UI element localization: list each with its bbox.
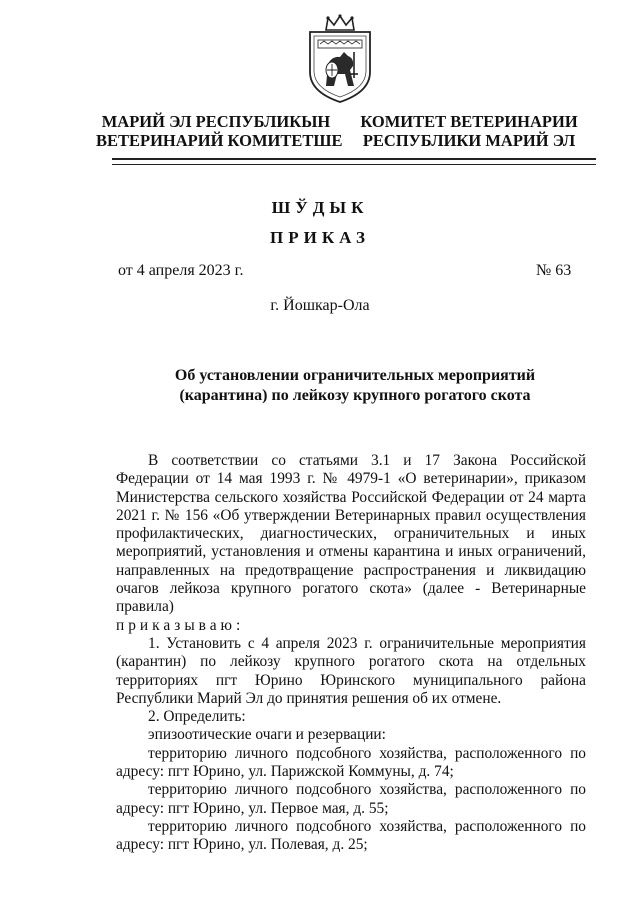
header-right-line-1: КОМИТЕТ ВЕТЕРИНАРИИ [360,112,578,131]
address-item-2: территорию личного подсобного хозяйства, расположенного по адресу: пгт Юрино, ул. Первое мая, д. 55; [116,781,586,817]
header-right-line-2: РЕСПУБЛИКИ МАРИЙ ЭЛ [362,131,576,150]
header-left-line-2: ВЕТЕРИНАРИЙ КОМИТЕТШЕ [96,131,343,150]
header-divider-thin [112,164,596,165]
preamble-paragraph: В соответствии со статьями 3.1 и 17 Закона Российской Федерации от 14 мая 1993 г. № 4979-1 «О ветеринарии», приказом Министерства сельского хозяйства Российской Федерации от 24 марта 2021 г. № 156 «Об утверждении Ветеринарных правил осуществления профилактических, диагностических, ограничительных и иных мероприятий, установления и отмены карантина и иных ограничений, направленных на предотвращение распространения и ликвидацию очагов лейкоза крупного рогатого скота» (далее - Ветеринарные правила) [116,452,586,616]
address-item-1: территорию личного подсобного хозяйства, расположенного по адресу: пгт Юрино, ул. Парижской Коммуны, д. 74; [116,744,586,781]
foci-heading: эпизоотические очаги и резервации: [148,726,386,744]
doc-type-russian: ПРИКАЗ [270,228,370,247]
item-2-paragraph: 2. Определить: [148,708,246,726]
header-left-line-1: МАРИЙ ЭЛ РЕСПУБЛИКЫН [101,112,331,131]
header-left-block [96,112,343,150]
address-item-3: территорию личного подсобного хозяйства, расположенного по адресу: пгт Юрино, ул. Полевая, д. 25; [116,817,586,854]
coat-of-arms-icon [298,12,382,106]
order-title [110,366,600,406]
order-number: № 63 [536,262,572,279]
order-date: от 4 апреля 2023 г. [118,262,244,279]
order-title-line-1: Об установлении ограничительных мероприятий [174,367,536,384]
header-right-block [354,112,584,150]
order-body [116,452,586,855]
order-title-line-2: (карантина) по лейкозу крупного рогатого скота [179,387,531,404]
city: г. Йошкар-Ола [270,297,370,314]
command-word: приказываю: [116,616,245,634]
item-1-paragraph: 1. Установить с 4 апреля 2023 г. ограничительные мероприятия (карантин) по лейкозу крупного рогатого скота на отдельных территориях пгт Юрино Юринского муниципального района Республики Марий Эл до принятия решения об их отмене. [116,634,586,707]
header-divider-thick [112,158,596,160]
doc-type-mari: ШЎДЫК [271,198,369,217]
